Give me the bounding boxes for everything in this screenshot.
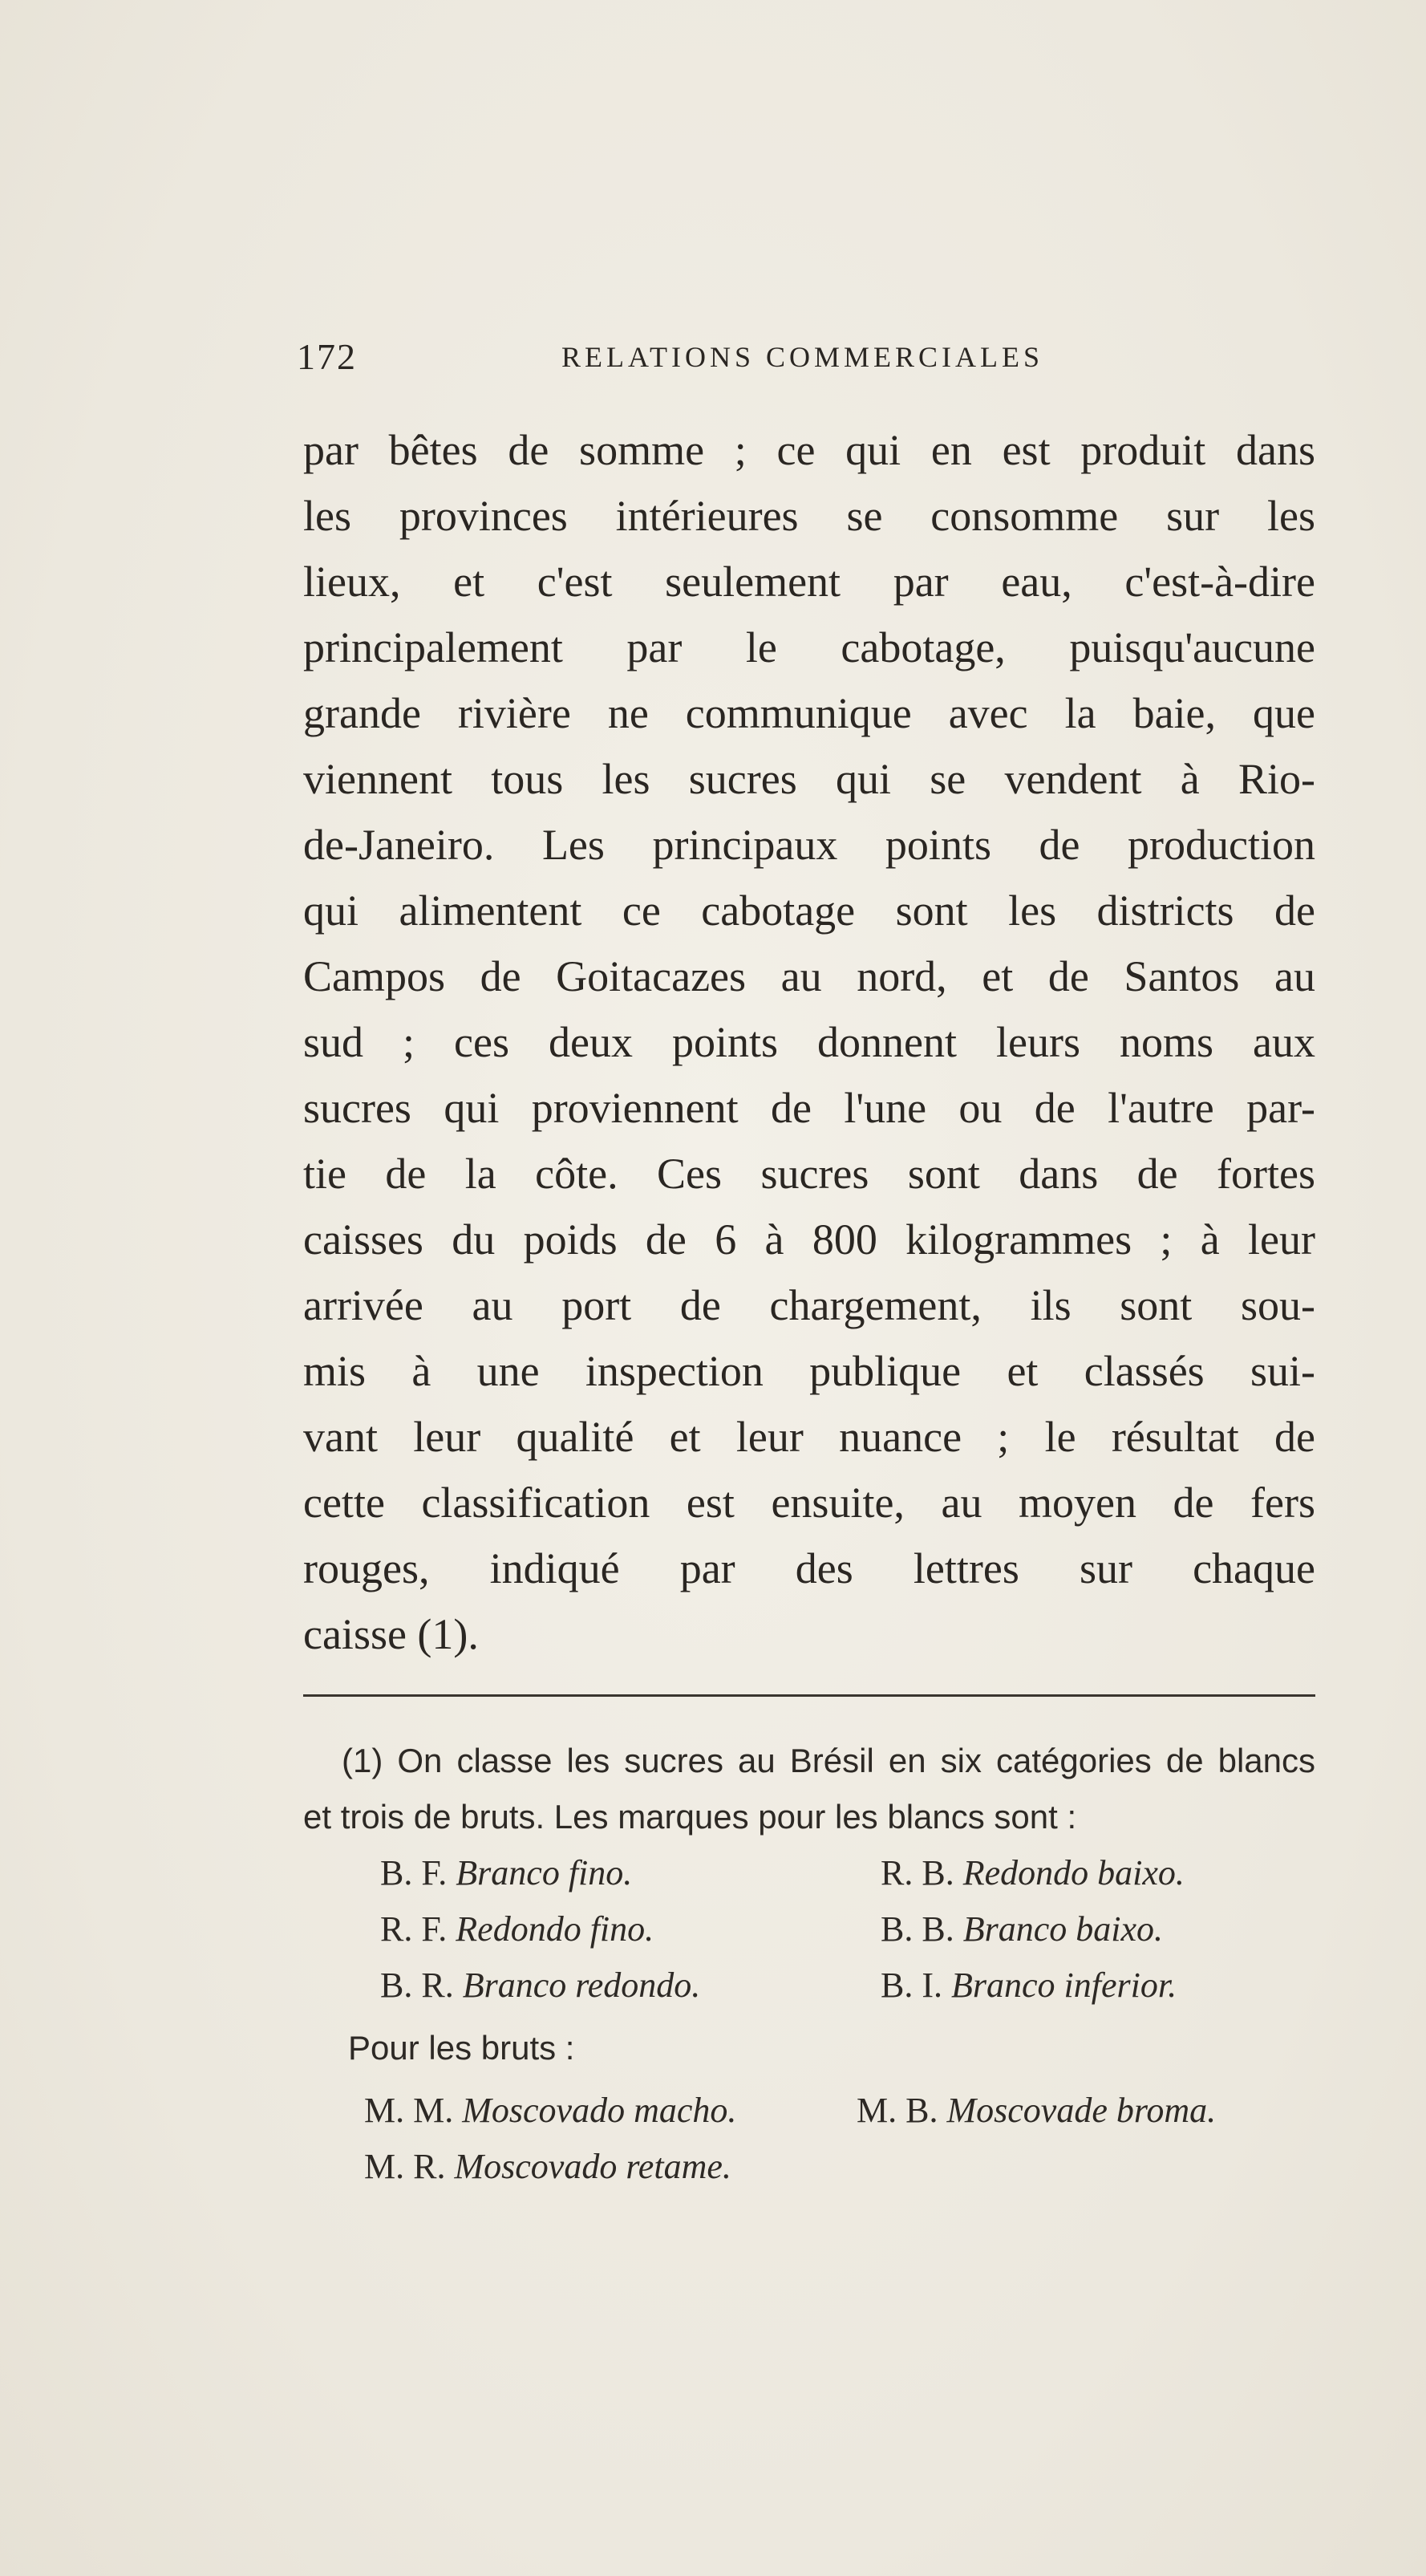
body-paragraph — [303, 417, 1315, 1667]
body-line: sud ; ces deux points donnent leurs noms aux — [303, 1018, 1315, 1066]
mark-entry: B. B. Branco baixo. — [881, 1909, 1163, 1949]
body-line: mis à une inspection publique et classés sui- — [303, 1347, 1315, 1395]
running-head: RELATIONS COMMERCIALES — [561, 341, 1044, 373]
mark-entry: R. B. Redondo baixo. — [881, 1853, 1185, 1892]
blancs-marks-table — [303, 1845, 1315, 2014]
body-line: de-Janeiro. Les principaux points de production — [303, 821, 1315, 869]
bruts-label: Pour les bruts : — [348, 2029, 575, 2067]
footnote-line: et trois de bruts. Les marques pour les blancs sont : — [303, 1798, 1077, 1836]
body-line: grande rivière ne communique avec la baie, que — [303, 689, 1315, 737]
body-line: arrivée au port de chargement, ils sont sou- — [303, 1281, 1315, 1329]
body-line: principalement par le cabotage, puisqu'aucune — [303, 623, 1315, 671]
body-line: sucres qui proviennent de l'une ou de l'autre par- — [303, 1084, 1315, 1132]
body-line: caisse (1). — [303, 1610, 479, 1658]
body-line: cette classification est ensuite, au moyen de fers — [303, 1479, 1315, 1527]
mark-entry: R. F. Redondo fino. — [380, 1909, 654, 1949]
bruts-marks-table — [303, 2083, 1315, 2195]
mark-entry: B. F. Branco fino. — [380, 1853, 633, 1892]
mark-entry: M. B. Moscovade broma. — [857, 2091, 1217, 2130]
mark-entry: B. I. Branco inferior. — [881, 1965, 1177, 2005]
footnote — [303, 1733, 1315, 2195]
body-line: par bêtes de somme ; ce qui en est produit dans — [303, 426, 1315, 474]
mark-entry: M. M. Moscovado macho. — [364, 2091, 737, 2130]
body-line: les provinces intérieures se consomme sur les — [303, 492, 1315, 540]
body-line: vant leur qualité et leur nuance ; le résultat de — [303, 1413, 1315, 1461]
body-line: lieux, et c'est seulement par eau, c'est-à-dire — [303, 558, 1315, 606]
body-line: viennent tous les sucres qui se vendent à Rio- — [303, 755, 1315, 803]
page-number: 172 — [297, 336, 357, 377]
mark-entry: M. R. Moscovado retame. — [364, 2147, 731, 2186]
footnote-line: (1) On classe les sucres au Brésil en six catégories de blancs — [342, 1742, 1315, 1779]
body-line: Campos de Goitacazes au nord, et de Santos au — [303, 952, 1315, 1000]
body-line: tie de la côte. Ces sucres sont dans de fortes — [303, 1150, 1315, 1198]
body-line: caisses du poids de 6 à 800 kilogrammes ; à leur — [303, 1215, 1315, 1264]
body-line: qui alimentent ce cabotage sont les districts de — [303, 886, 1315, 935]
body-line: rouges, indiqué par des lettres sur chaque — [303, 1544, 1315, 1592]
mark-entry: B. R. Branco redondo. — [380, 1965, 701, 2005]
page-header — [297, 335, 1323, 383]
footnote-rule — [303, 1694, 1315, 1697]
